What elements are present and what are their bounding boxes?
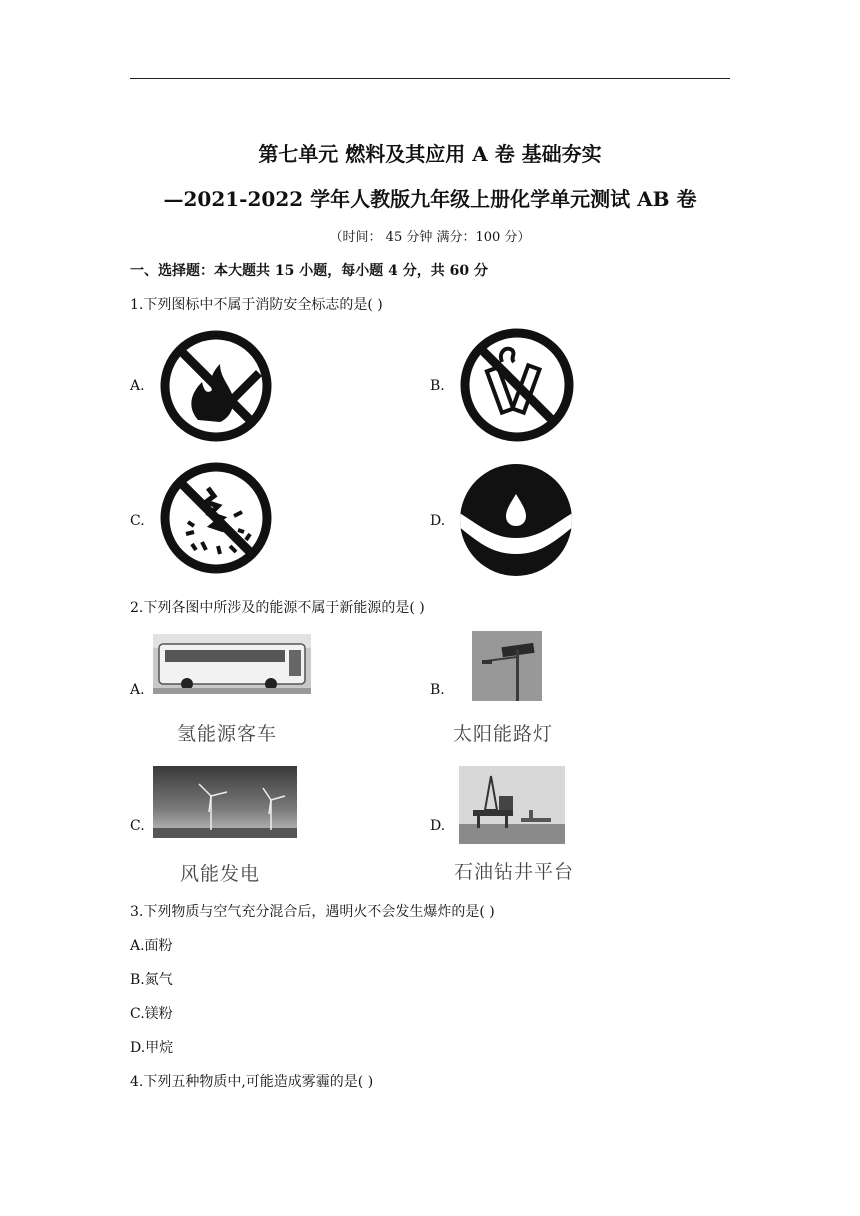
water-saving-sign-icon [458,462,574,578]
page-subtitle: —2021-2022 学年人教版九年级上册化学单元测试 AB 卷 [163,187,697,211]
q2-caption-b: 太阳能路灯 [453,723,554,745]
header-rule [130,78,730,79]
question-2-stem: 2.下列各图中所涉及的能源不属于新能源的是( ) [130,600,425,616]
q1-option-c-label: C. [130,513,145,529]
q2-option-c-label: C. [130,818,145,834]
solar-streetlight-photo [472,631,542,701]
hydrogen-bus-photo [153,634,311,694]
section-heading: 一、选择题：本大题共 15 小题，每小题 4 分，共 60 分 [130,263,488,279]
question-1-stem: 1.下列图标中不属于消防安全标志的是( ) [130,297,383,313]
no-smoking-sign-icon [458,326,576,444]
oil-rig-photo [459,766,565,844]
q1-option-d-label: D. [430,513,446,529]
q2-caption-a: 氢能源客车 [177,723,278,745]
q3-option-d: D.甲烷 [130,1040,174,1056]
q1-option-b-label: B. [430,378,445,394]
question-3-stem: 3.下列物质与空气充分混合后，遇明火不会发生爆炸的是( ) [130,904,495,920]
q2-caption-d: 石油钻井平台 [454,861,575,883]
q2-option-a-label: A. [130,682,145,698]
page-title: 第七单元 燃料及其应用 A 卷 基础夯实 [258,142,602,166]
time-score-info: （时间： 45 分钟 满分：100 分） [329,230,531,245]
q3-option-b: B.氮气 [130,972,173,988]
q2-option-b-label: B. [430,682,445,698]
q1-option-a-label: A. [130,378,145,394]
q3-option-c: C.镁粉 [130,1006,173,1022]
no-fire-sign-icon [158,328,274,444]
q2-option-d-label: D. [430,818,446,834]
q2-caption-c: 风能发电 [180,863,261,885]
wind-power-photo [153,766,297,838]
question-4-stem: 4.下列五种物质中,可能造成雾霾的是( ) [130,1074,374,1090]
no-fireworks-sign-icon [158,460,274,576]
q3-option-a: A.面粉 [130,938,173,954]
